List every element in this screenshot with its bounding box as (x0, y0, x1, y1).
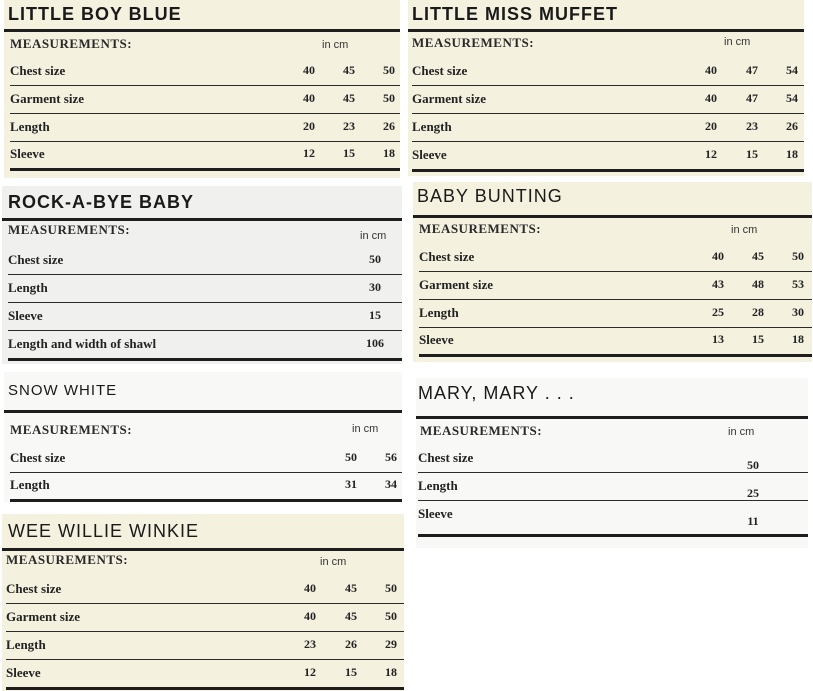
row-label: Chest size (412, 63, 468, 78)
row-label: Sleeve (8, 308, 43, 323)
row-value: 23 (746, 119, 758, 133)
row-value: 26 (786, 119, 798, 133)
row-value: 50 (383, 63, 395, 77)
table-row (419, 243, 812, 272)
header-rule (413, 215, 812, 218)
header-rule (4, 29, 400, 32)
table-mary-mary (416, 378, 808, 548)
row-label: Chest size (10, 450, 66, 465)
row-value: 45 (343, 63, 355, 77)
table-row (8, 330, 402, 361)
row-value: 13 (712, 332, 724, 346)
row-value: 26 (345, 637, 357, 651)
row-value: 12 (303, 146, 315, 160)
row-label: Length and width of shawl (8, 336, 157, 351)
table-row (10, 85, 400, 114)
row-label: Sleeve (412, 147, 447, 162)
row-value: 54 (786, 63, 798, 77)
row-label: Chest size (10, 63, 66, 78)
row-value: 15 (345, 665, 357, 679)
row-value: 40 (304, 609, 316, 623)
row-value: 50 (792, 249, 804, 263)
row-value: 25 (747, 486, 759, 500)
measurements-label: MEASUREMENTS: (8, 222, 131, 237)
table-row (6, 603, 404, 632)
row-value: 30 (792, 305, 804, 319)
table-rock-a-bye-baby (2, 186, 402, 364)
row-value: 31 (345, 477, 357, 491)
row-value: 20 (705, 119, 717, 133)
row-value: 18 (786, 147, 798, 161)
table-title: WEE WILLIE WINKIE (8, 521, 200, 541)
header-rule (4, 410, 402, 413)
table-wee-willie-winkie (2, 514, 404, 691)
table-title: LITTLE BOY BLUE (8, 4, 182, 24)
table-title: BABY BUNTING (417, 186, 563, 206)
row-label: Sleeve (10, 146, 45, 161)
row-value: 40 (705, 63, 717, 77)
table-row (418, 500, 808, 537)
row-label: Length (6, 637, 46, 652)
row-value: 18 (385, 665, 397, 679)
row-value: 40 (304, 581, 316, 595)
table-row (6, 575, 404, 604)
header-rule (416, 416, 808, 419)
unit-label: in cm (352, 423, 379, 435)
row-value: 18 (383, 146, 395, 160)
table-little-boy-blue (4, 0, 400, 178)
row-value: 47 (746, 63, 758, 77)
table-row (412, 113, 804, 142)
table-row (412, 141, 804, 172)
table-row (419, 326, 812, 357)
table-title: MARY, MARY . . . (418, 383, 575, 403)
row-value: 54 (786, 91, 798, 105)
header-rule (408, 29, 804, 32)
row-value: 40 (705, 91, 717, 105)
row-value: 45 (345, 581, 357, 595)
header-rule (2, 548, 404, 551)
measurements-label: MEASUREMENTS: (10, 422, 133, 437)
row-value: 50 (385, 581, 397, 595)
table-row (6, 631, 404, 660)
table-row (412, 85, 804, 114)
table-title: ROCK-A-BYE BABY (8, 192, 194, 212)
row-value: 15 (369, 308, 381, 322)
row-value: 53 (792, 277, 804, 291)
table-little-miss-muffet (408, 0, 804, 176)
row-value: 50 (369, 252, 381, 266)
row-value: 40 (303, 63, 315, 77)
row-value: 45 (345, 609, 357, 623)
row-label: Garment size (412, 91, 487, 106)
unit-label: in cm (322, 39, 349, 51)
row-label: Sleeve (6, 665, 41, 680)
row-value: 34 (385, 477, 397, 491)
row-label: Length (10, 477, 50, 492)
header-rule (2, 218, 402, 221)
row-value: 15 (343, 146, 355, 160)
row-label: Length (412, 119, 452, 134)
table-row (10, 57, 400, 86)
table-row (418, 472, 808, 501)
row-value: 29 (385, 637, 397, 651)
row-label: Length (8, 280, 48, 295)
row-label: Sleeve (419, 332, 454, 347)
table-row (10, 444, 402, 473)
measurements-label: MEASUREMENTS: (6, 552, 129, 567)
row-label: Garment size (419, 277, 494, 292)
row-value: 48 (752, 277, 764, 291)
measurements-label: MEASUREMENTS: (412, 35, 535, 50)
table-row (418, 444, 808, 473)
table-row (10, 113, 400, 142)
row-label: Chest size (8, 252, 64, 267)
row-value: 18 (792, 332, 804, 346)
row-value: 28 (752, 305, 764, 319)
table-title: LITTLE MISS MUFFET (412, 4, 618, 24)
row-value: 50 (747, 458, 759, 472)
row-value: 50 (383, 91, 395, 105)
row-label: Length (10, 119, 50, 134)
table-row (419, 271, 812, 300)
measurements-label: MEASUREMENTS: (10, 36, 133, 51)
row-value: 25 (712, 305, 724, 319)
table-baby-bunting (413, 182, 812, 362)
unit-label: in cm (320, 556, 347, 568)
table-snow-white (4, 372, 402, 502)
row-label: Chest size (6, 581, 62, 596)
measurements-label: MEASUREMENTS: (420, 423, 543, 438)
row-value: 50 (345, 450, 357, 464)
unit-label: in cm (731, 224, 758, 236)
measurements-label: MEASUREMENTS: (419, 221, 542, 236)
row-value: 43 (712, 277, 724, 291)
row-value: 20 (303, 119, 315, 133)
table-row (8, 302, 402, 331)
table-row (8, 246, 402, 275)
row-value: 50 (385, 609, 397, 623)
unit-label: in cm (360, 230, 387, 242)
row-value: 45 (343, 91, 355, 105)
row-label: Chest size (418, 450, 474, 465)
row-value: 40 (303, 91, 315, 105)
row-label: Chest size (419, 249, 475, 264)
table-row (412, 57, 804, 86)
unit-label: in cm (728, 426, 755, 438)
table-title: SNOW WHITE (8, 382, 118, 399)
table-row (6, 659, 404, 690)
row-value: 56 (385, 450, 397, 464)
row-value: 40 (712, 249, 724, 263)
row-value: 26 (383, 119, 395, 133)
row-label: Length (419, 305, 459, 320)
row-value: 12 (304, 665, 316, 679)
row-value: 15 (746, 147, 758, 161)
row-label: Garment size (6, 609, 81, 624)
table-row (8, 274, 402, 303)
row-label: Sleeve (418, 506, 453, 521)
row-value: 15 (752, 332, 764, 346)
row-value: 23 (304, 637, 316, 651)
row-value: 11 (747, 514, 759, 528)
row-value: 23 (343, 119, 355, 133)
table-row (419, 299, 812, 328)
row-value: 45 (752, 249, 764, 263)
row-value: 12 (705, 147, 717, 161)
row-label: Garment size (10, 91, 85, 106)
table-row (10, 471, 402, 502)
table-row (10, 140, 400, 171)
row-label: Length (418, 478, 458, 493)
row-value: 30 (369, 280, 381, 294)
row-value: 106 (366, 336, 384, 350)
unit-label: in cm (724, 36, 751, 48)
row-value: 47 (746, 91, 758, 105)
